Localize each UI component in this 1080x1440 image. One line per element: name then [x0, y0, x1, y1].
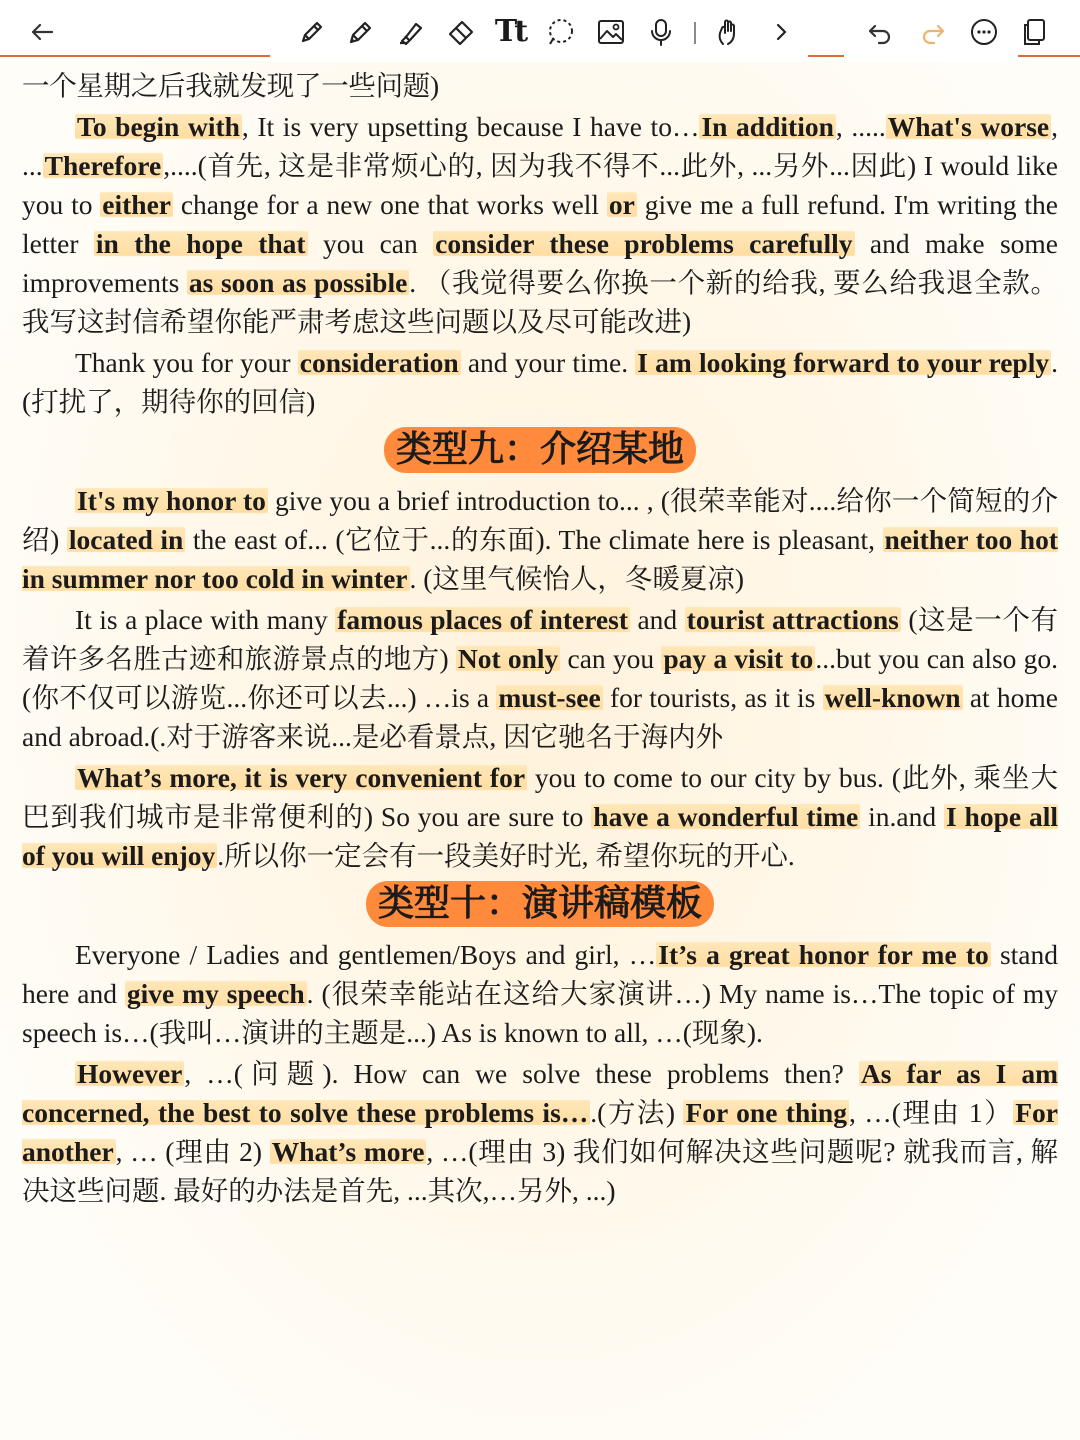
chevron-right-icon[interactable] [764, 14, 800, 50]
image-icon[interactable] [593, 14, 629, 50]
redo-icon[interactable] [915, 14, 951, 50]
pages-icon[interactable] [1016, 14, 1052, 50]
paragraph-speech-opening: Everyone / Ladies and gentlemen/Boys and girl, …It’s a great honor for me to stand here and give my speech. (很荣幸能站在这给大家演讲…) My name is…The topic of my speech is…(我叫…演讲的主题是...) As is known to all, …(现象). [22, 939, 1058, 1048]
highlighted-phrase: tourist attractions [686, 604, 899, 635]
highlighted-phrase: have a wonderful time [593, 801, 859, 832]
highlighted-phrase: consider these problems carefully [435, 228, 853, 259]
text-line: 一个星期之后我就发现了一些问题) [22, 70, 439, 101]
lasso-icon[interactable] [543, 14, 579, 50]
text-tool-icon[interactable] [492, 14, 528, 50]
back-arrow-icon[interactable] [24, 14, 60, 50]
paragraph-speech-body: However, …(问题). How can we solve these problems then? As far as I am concerned, the best to solve these problems is….(方法) For one thing, …(理由 1）For another, … (理由 2) What’s more, …(理由 3) 我们如何解决这些问题呢? 就我而言, 解决这些问题. 最好的办法是首先, ...其次,…另外, ...) [22, 1058, 1058, 1206]
highlighted-phrase: or [608, 189, 635, 220]
highlighted-phrase: To begin with [77, 111, 240, 142]
highlighted-phrase: as soon as possible [188, 267, 408, 298]
highlighted-phrase: As far as I am concerned, the best to solve these problems is… [22, 1058, 1058, 1128]
paragraph-attractions: It is a place with many famous places of interest and tourist attractions (这是一个有着许多名胜古迹和旅游景点的地方) Not only can you pay a visit to...but you can also go. (你不仅可以游览...你还可以去...) …is a must-see for tourists, as it is well-known at home and abroad.(.对于游客来说...是必看景点, 因它驰名于海内外 [22, 604, 1058, 752]
highlighted-phrase: well-known [824, 682, 961, 713]
highlighted-phrase: must-see [498, 682, 601, 713]
highlighted-phrase: pay a visit to [663, 643, 814, 674]
highlighted-phrase: I hope all of you will enjoy [22, 801, 1058, 871]
highlighted-phrase: neither too hot in summer nor too cold in winter [22, 524, 1058, 594]
highlighted-phrase: What's worse [887, 111, 1050, 142]
pencil-icon[interactable] [343, 14, 379, 50]
highlighter-icon[interactable] [393, 14, 429, 50]
highlighted-phrase: However [77, 1058, 183, 1089]
paragraph-complaint: To begin with, It is very upsetting because I have to…In addition, .....What's worse, ...Therefore,....(首先, 这是非常烦心的, 因为我不得不...此外, ...另外...因此) I would like you to either change for a new one that works well or give me a full refund. I'm writing the letter in the hope that you can consider these problems carefully and make some improvements as soon as possible. （我觉得要么你换一个新的给我, 要么给我退全款。我写这封信希望你能严肃考虑这些问题以及尽可能改进) [22, 111, 1058, 337]
paragraph-convenience: What’s more, it is very convenient for you to come to our city by bus. (此外, 乘坐大巴到我们城市是非常便利的) So you are sure to have a wonderful time in.and I hope all of you will enjoy.所以你一定会有一段美好时光, 希望你玩的开心. [22, 762, 1058, 871]
highlighted-phrase: It's my honor to [77, 485, 266, 516]
hand-draw-icon[interactable] [711, 14, 747, 50]
highlighted-phrase: in the hope that [95, 228, 306, 259]
more-icon[interactable] [966, 14, 1002, 50]
pen-icon[interactable] [294, 14, 330, 50]
highlighted-phrase: It’s a great honor for me to [658, 939, 989, 970]
eraser-icon[interactable] [443, 14, 479, 50]
highlighted-phrase: What’s more [271, 1136, 425, 1167]
highlighted-phrase: consideration [299, 347, 459, 378]
highlighted-phrase: located in [68, 524, 184, 555]
highlighted-phrase: either [102, 189, 172, 220]
toolbar-divider-right [1018, 55, 1080, 57]
section-heading-type-9: 类型九：介绍某地 [22, 427, 1058, 473]
highlighted-phrase: In addition [701, 111, 834, 142]
highlighted-phrase: What’s more, it is very convenient for [77, 762, 526, 793]
undo-icon[interactable] [862, 14, 898, 50]
paragraph-intro-place: It's my honor to give you a brief introduction to... , (很荣幸能对....给你一个简短的介绍) located in the east of... (它位于...的东面). The climate here is pleasant, neither too hot in summer nor too cold in winter. (这里气候怡人，冬暖夏凉) [22, 485, 1058, 594]
highlighted-phrase: give my speech [126, 978, 305, 1009]
highlighted-phrase: famous places of interest [337, 604, 628, 635]
paragraph-closing: Thank you for your consideration and your time. I am looking forward to your reply. (打扰了，期待你的回信) [22, 347, 1058, 417]
highlighted-phrase: For another [22, 1097, 1058, 1167]
text-tool-label: Tt [494, 14, 526, 49]
highlighted-phrase: I am looking forward to your reply [637, 347, 1050, 378]
toolbar [0, 0, 1080, 62]
note-content [22, 66, 1058, 1212]
section-heading-type-10: 类型十：演讲稿模板 [22, 881, 1058, 927]
microphone-icon[interactable] [643, 14, 679, 50]
toolbar-separator [694, 22, 696, 44]
highlighted-phrase: Not only [457, 643, 559, 674]
highlighted-phrase: Therefore [44, 150, 162, 181]
toolbar-divider-left [0, 55, 270, 57]
toolbar-divider-mid [808, 55, 844, 57]
highlighted-phrase: For one thing [685, 1097, 847, 1128]
